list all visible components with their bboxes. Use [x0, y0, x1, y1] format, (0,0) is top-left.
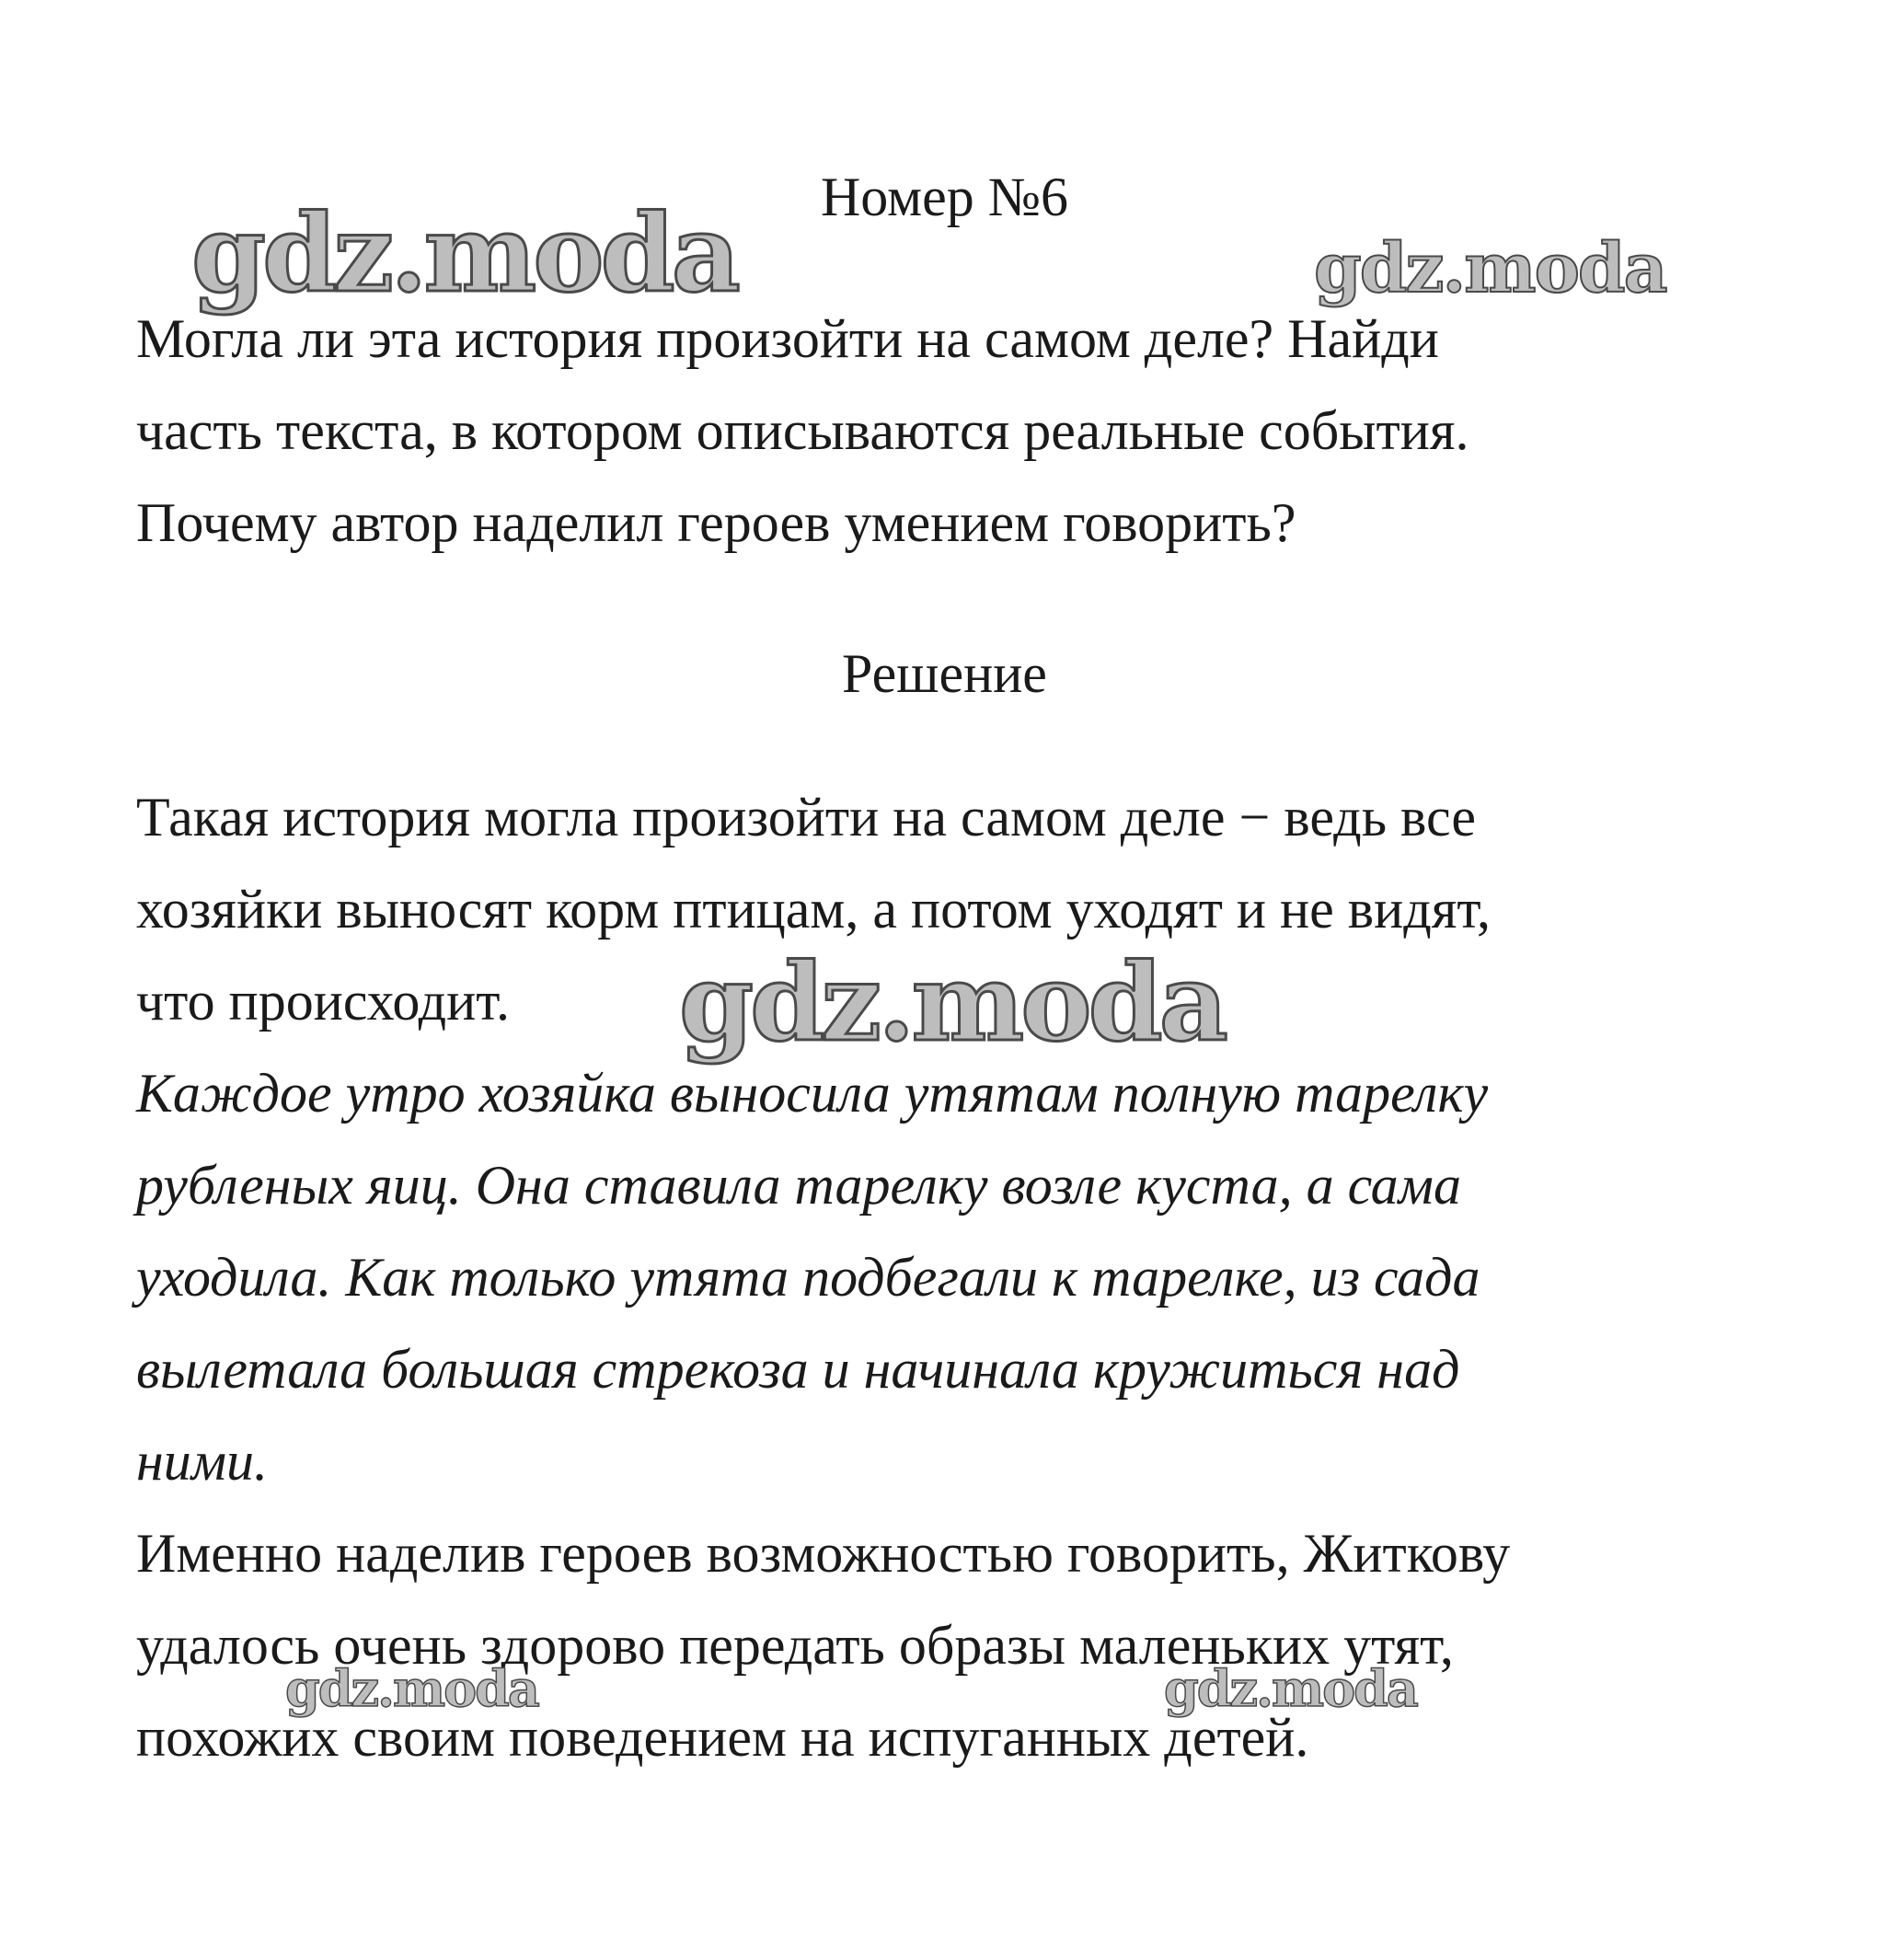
watermark-logo: gdz.moda: [679, 940, 1225, 1066]
watermark-logo: gdz.moda: [1164, 1659, 1417, 1718]
page-title: Номер №6: [820, 167, 1069, 227]
conclusion-line-3: похожих своим поведением на испуганных детей.: [136, 1707, 1309, 1768]
quote-line-3: уходила. Как только утята подбегали к тарелке, из сада: [136, 1247, 1480, 1308]
quote-line-5: ними.: [136, 1431, 269, 1492]
conclusion-line-1: Именно наделив героев возможностью говорить, Житкову: [136, 1523, 1511, 1584]
solution-heading: Решение: [842, 643, 1047, 704]
quote-line-4: вылетала большая стрекоза и начинала кружиться над: [136, 1339, 1460, 1400]
quote-line-2: рубленых яиц. Она ставила тарелку возле куста, а сама: [136, 1155, 1461, 1216]
question-line-1: Могла ли эта история произойти на самом деле? Найди: [136, 308, 1439, 369]
watermark-logo: gdz.moda: [191, 191, 737, 317]
conclusion-line-2: удалось очень здорово передать образы маленьких утят,: [136, 1615, 1454, 1676]
watermark-logo: gdz.moda: [285, 1659, 538, 1718]
answer-line-1: Такая история могла произойти на самом деле − ведь все: [136, 787, 1477, 847]
watermark-logo: gdz.moda: [1314, 229, 1666, 308]
question-line-2: часть текста, в котором описываются реальные события.: [136, 400, 1469, 461]
answer-line-3: что происходит.: [136, 971, 510, 1032]
answer-line-2: хозяйки выносят корм птицам, а потом уходят и не видят,: [136, 879, 1492, 940]
question-line-3: Почему автор наделил героев умением говорить?: [136, 492, 1296, 553]
quote-line-1: Каждое утро хозяйка выносила утятам полную тарелку: [136, 1063, 1489, 1124]
